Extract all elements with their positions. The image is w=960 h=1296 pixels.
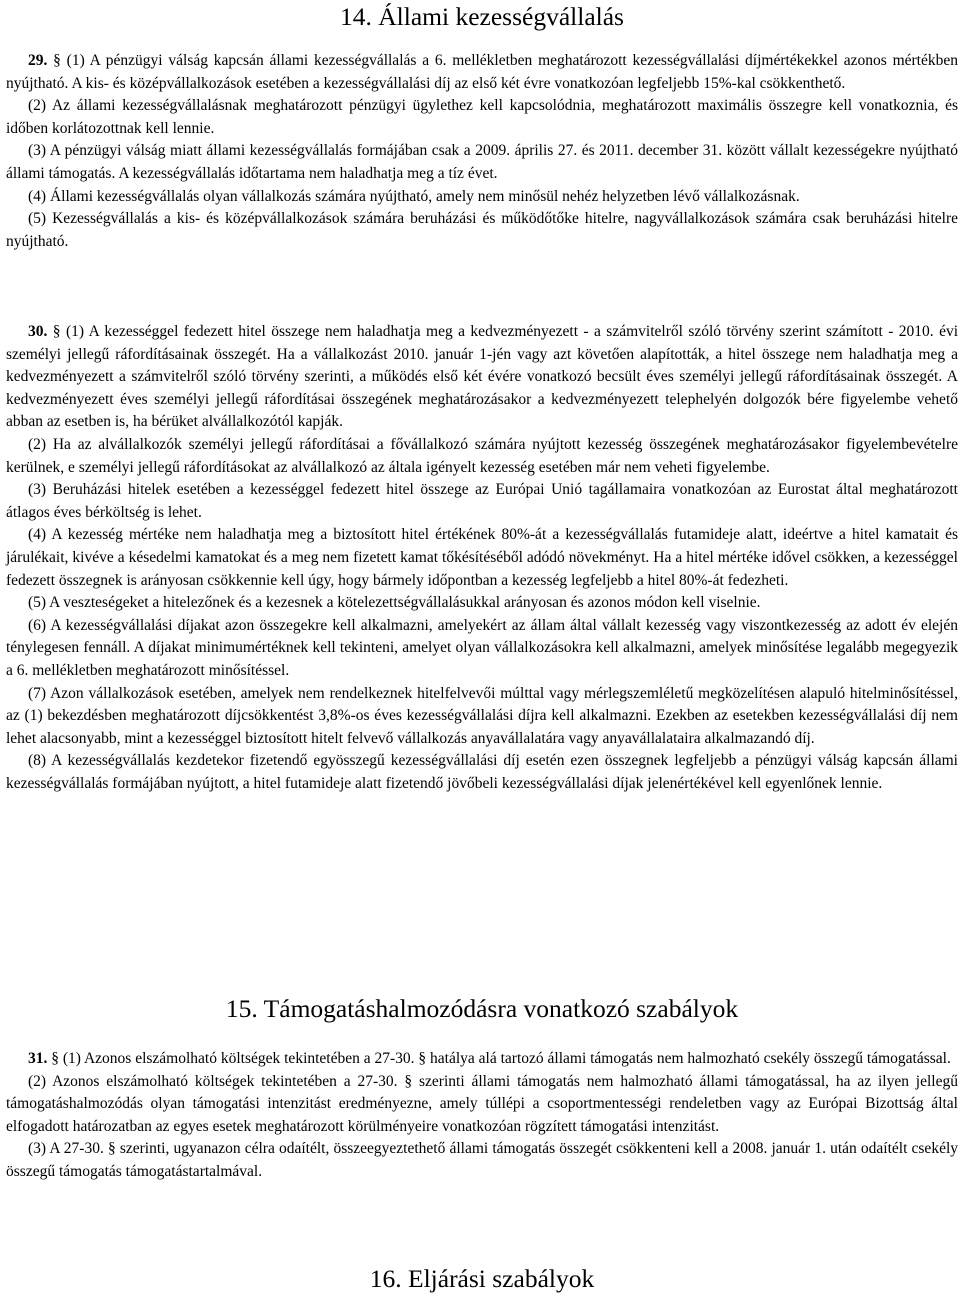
section-30-para-7: (7) Azon vállalkozások esetében, amelyek nem rendelkeznek hitelfelvevői múlttal vagy mérlegszemléletű megközelítésen alapuló hitelminősítéssel, az (1) bekezdésben meghatározott díjcsökkentést 3,8%-os éves kezességvállalási díjra kell alkalmazni. Ezekben az esetekben kezességvállalási díj nem lehet alacsonyabb, mint a kezességgel biztosított hitelt felvevő vállalkozás anyavállalatára vagy anyavállalataira alkalmazandó díj. — [6, 684, 958, 747]
section-30-para-5: (5) A veszteségeket a hitelezőnek és a kezesnek a kötelezettségvállalásukkal arányosan és azonos módon kell viselnie. — [28, 594, 761, 612]
section-30-para-3: (3) Beruházási hitelek esetében a kezességgel fedezett hitel összege az Európai Unió tagállamaira vonatkozóan az Eurostat által meghatározott átlagos éves bérköltség is lehet. — [6, 481, 958, 521]
section-30-para-4: (4) A kezesség mértéke nem haladhatja meg a biztosított hitel értékének 80%-át a kezességvállalás futamideje alatt, ideértve a hitel kamatait és járulékait, kivéve a késedelmi kamatokat és a meg nem fizetett kamat tőkésítéséből adódó növekményt. Ha a hitel mértéke idővel csökken, a kezességgel fedezett összegnek is arányosan csökkennie kell úgy, hogy bármely időpontban a kezesség legfeljebb a hitel 80%-át fedezheti. — [6, 526, 958, 589]
section-29-para-2: (2) Az állami kezességvállalásnak meghatározott pénzügyi ügylethez kell kapcsolódnia, meghatározott maximális összegre kell vonatkoznia, és időben korlátozottnak kell lennie. — [6, 97, 958, 137]
section-30-para-8: (8) A kezességvállalás kezdetekor fizetendő egyösszegű kezességvállalási díj esetén ezen összegnek legfeljebb a pénzügyi válság kapcsán állami kezességvállalás formájában nyújtott, a hitel futamideje alatt fizetendő jövőbeli kezességvállalási díjak jelenértékével kell egyenlőnek lennie. — [6, 752, 958, 792]
section-31-para-1 — [6, 1048, 958, 1071]
section-31-number: 31. — [28, 1050, 48, 1067]
section-30 — [6, 321, 958, 795]
section-30-para-1-text: § (1) A kezességgel fedezett hitel összege nem haladhatja meg a kedvezményezett - a számvitelről szóló törvény szerint számított - 2010. évi személyi jellegű ráfordításainak összegét. Ha a vállalkozást 2010. január 1-jén vagy azt követően alapították, a hitel összege nem haladhatja meg a kedvezményezett a számvitelről szóló törvény szerinti, a működés első két évére vonatkozó becsült éves személyi jellegű ráfordításainak összegét. A kedvezményezett éves személyi jellegű ráfordításai összegének meghatározásakor a kedvezményezett telephelyén dolgozók bére figyelembe vehető abban az esetben is, ha bérüket alvállalkozótól kapják. — [6, 323, 959, 431]
section-30-para-1 — [6, 321, 958, 434]
section-29-para-1 — [6, 50, 958, 95]
section-29-para-1-text: § (1) A pénzügyi válság kapcsán állami kezességvállalás a 6. mellékletben meghatározott kezességvállalási díjmértékekkel azonos mértékben nyújtható. A kis- és középvállalkozások esetében a kezességvállalási díj az első két évre vonatkozóan legfeljebb 15%-kal csökkenthető. — [6, 52, 959, 92]
section-31 — [6, 1048, 958, 1184]
heading-14: 14. Állami kezességvállalás — [340, 2, 624, 31]
heading-15: 15. Támogatáshalmozódásra vonatkozó szabályok — [225, 994, 739, 1023]
section-29-para-4: (4) Állami kezességvállalás olyan vállalkozás számára nyújtható, amely nem minősül nehéz helyzetben lévő vállalkozásnak. — [28, 187, 800, 205]
section-30-number: 30. — [28, 323, 48, 340]
section-29-para-5: (5) Kezességvállalás a kis- és középvállalkozások számára beruházási és működőtőke hitelre, nagyvállalkozások számára csak beruházási hitelre nyújtható. — [6, 210, 958, 250]
section-31-para-1-text: § (1) Azonos elszámolható költségek tekintetében a 27-30. § hatálya alá tartozó állami támogatás nem halmozható csekély összegű támogatással. — [51, 1050, 951, 1067]
heading-16: 16. Eljárási szabályok — [369, 1264, 595, 1293]
section-31-para-3: (3) A 27-30. § szerinti, ugyanazon célra odaítélt, összeegyeztethető állami támogatás összegét csökkenteni kell a 2008. január 1. után odaítélt csekély összegű támogatás támogatástartalmával. — [6, 1140, 958, 1180]
section-29 — [6, 50, 958, 253]
section-30-para-2: (2) Ha az alvállalkozók személyi jellegű ráfordításai a fővállalkozó számára nyújtott kezesség összegének meghatározásakor figyelembevételre kerülnek, e személyi jellegű ráfordításokat az alvállalkozó az általa igényelt kezesség esetében már nem veheti figyelembe. — [6, 435, 958, 476]
section-30-para-6: (6) A kezességvállalási díjakat azon összegekre kell alkalmazni, amelyekért az állam által vállalt kezesség vagy viszontkezesség az adott év elején ténylegesen fennáll. A díjakat minimumértéknek kell tekinteni, amelyet olyan vállalkozásokra kell alkalmazni, amelyek minősítése legalább megegyezik a 6. mellékletben meghatározott minősítéssel. — [6, 616, 958, 679]
section-31-para-2: (2) Azonos elszámolható költségek tekintetében a 27-30. § szerinti állami támogatás nem halmozható állami támogatással, ha az ilyen jellegű támogatáshalmozódás olyan támogatási intenzitást eredményezne, amely túllépi a csoportmentességi rendeletben vagy az Európai Bizottság által elfogadott határozatban az egyes esetek meghatározott körülményeire vonatkozóan rögzített támogatási intenzitást. — [6, 1072, 958, 1135]
section-29-number: 29. — [28, 52, 48, 69]
section-29-para-3: (3) A pénzügyi válság miatt állami kezességvállalás formájában csak a 2009. április 27. és 2011. december 31. között vállalt kezességekre nyújtható állami támogatás. A kezességvállalás időtartama nem haladhatja meg a tíz évet. — [6, 142, 958, 182]
